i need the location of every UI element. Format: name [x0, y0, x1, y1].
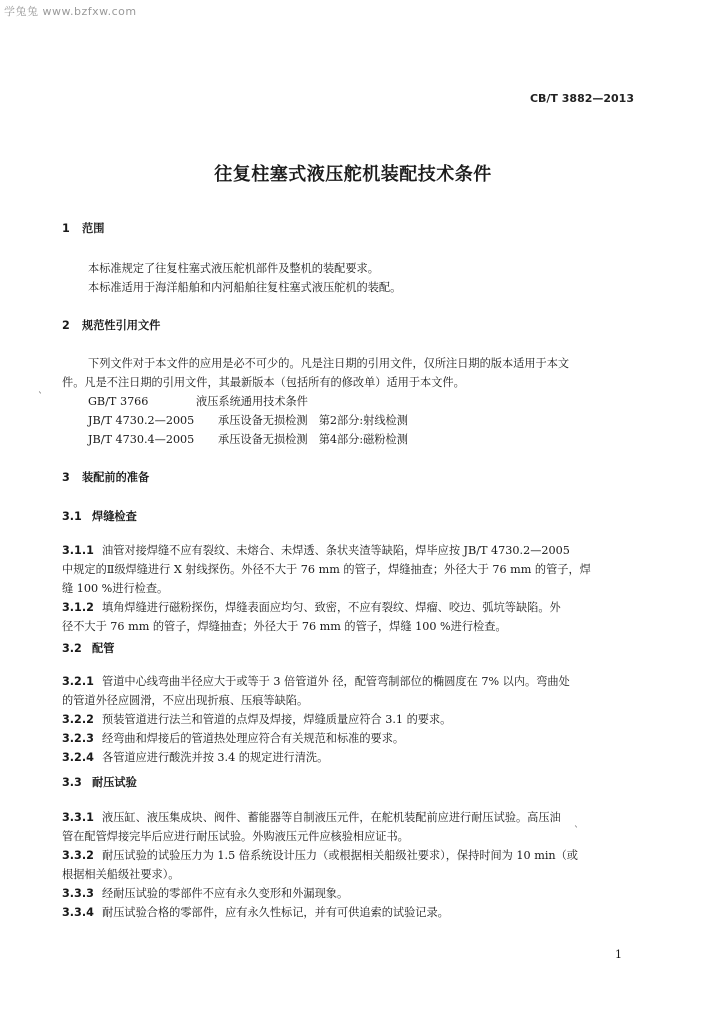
paragraph: 本标准适用于海洋船舶和内河船舶往复柱塞式液压舵机的装配。	[88, 281, 402, 294]
clause-number: 3.1.1	[62, 544, 94, 557]
clause-text: 预装管道进行法兰和管道的点焊及焊接，焊缝质量应符合 3.1 的要求。	[102, 713, 452, 726]
clause-number: 3.1.2	[62, 601, 94, 614]
clause-number: 3.3.1	[62, 811, 94, 824]
section-1-heading	[62, 222, 104, 236]
clause-number: 3.3.4	[62, 906, 94, 919]
clause-number: 3.2.4	[62, 751, 94, 764]
clause-text: 管道中心线弯曲半径应大于或等于 3 倍管道外 径，配管弯制部位的椭圆度在 7% 以内。弯曲处	[102, 675, 570, 688]
clause-continuation: 管在配管焊接完毕后应进行耐压试验。外购液压元件应核验相应证书。	[62, 830, 409, 843]
clause-text: 油管对接焊缝不应有裂纹、未熔合、未焊透、条状夹渣等缺陷，焊毕应按 JB/T 4730.2—2005	[102, 544, 570, 557]
section-2-heading	[62, 319, 160, 333]
clause-text: 经耐压试验的零部件不应有永久变形和外漏现象。	[102, 887, 349, 900]
section-title: 范围	[82, 222, 105, 235]
section-number: 3	[62, 471, 70, 484]
clause-3-2-3	[62, 732, 404, 746]
section-title: 装配前的准备	[82, 471, 150, 484]
clause-text: 耐压试验合格的零部件，应有永久性标记，并有可供追索的试验记录。	[102, 906, 449, 919]
site-watermark: 学兔兔 www.bzfxw.com	[4, 5, 137, 18]
clause-continuation: 缝 100 %进行检查。	[62, 582, 169, 595]
clause-3-3-3	[62, 887, 348, 901]
clause-3-1-1	[62, 544, 570, 558]
subsection-number: 3.2	[62, 642, 82, 655]
clause-number: 3.2.1	[62, 675, 94, 688]
reference-item	[88, 395, 308, 409]
reference-item	[88, 433, 408, 447]
reference-name: 承压设备无损检测 第4部分:磁粉检测	[218, 433, 408, 446]
clause-number: 3.2.2	[62, 713, 94, 726]
reference-name: 液压系统通用技术条件	[196, 395, 308, 408]
subsection-3-2-heading	[62, 642, 114, 656]
subsection-3-3-heading	[62, 776, 137, 790]
scan-mark: `	[574, 826, 579, 837]
clause-text: 经弯曲和焊接后的管道热处理应符合有关规范和标准的要求。	[102, 732, 405, 745]
subsection-title: 配管	[92, 642, 115, 655]
section-number: 1	[62, 222, 70, 235]
clause-3-1-2	[62, 601, 561, 615]
reference-name: 承压设备无损检测 第2部分:射线检测	[218, 414, 408, 427]
clause-number: 3.2.3	[62, 732, 94, 745]
subsection-3-1-heading	[62, 510, 137, 524]
paragraph: 本标准规定了往复柱塞式液压舵机部件及整机的装配要求。	[88, 262, 379, 275]
scan-mark: `	[38, 392, 43, 403]
section-number: 2	[62, 319, 70, 332]
paragraph-continuation: 件。凡是不注日期的引用文件，其最新版本（包括所有的修改单）适用于本文件。	[62, 376, 465, 389]
paragraph: 下列文件对于本文件的应用是必不可少的。凡是注日期的引用文件，仅所注日期的版本适用于本文	[88, 357, 570, 370]
clause-3-3-2	[62, 849, 578, 863]
clause-text: 填角焊缝进行磁粉探伤，焊缝表面应均匀、致密，不应有裂纹、焊瘤、咬边、弧坑等缺陷。外	[102, 601, 561, 614]
clause-text: 耐压试验的试验压力为 1.5 倍系统设计压力（或根据相关船级社要求），保持时间为 10 min（或	[102, 849, 578, 862]
clause-continuation: 的管道外径应圆滑，不应出现折痕、压痕等缺陷。	[62, 694, 309, 707]
reference-code: JB/T 4730.4—2005	[88, 433, 195, 446]
subsection-number: 3.1	[62, 510, 82, 523]
clause-3-2-4	[62, 751, 328, 765]
clause-continuation: 根据相关船级社要求）。	[62, 868, 180, 881]
section-title: 规范性引用文件	[82, 319, 161, 332]
standard-code: CB/T 3882—2013	[529, 92, 634, 105]
reference-item	[88, 414, 408, 428]
clause-continuation: 中规定的Ⅱ级焊缝进行 X 射线探伤。外径不大于 76 mm 的管子，焊缝抽查；外径大于 76 mm 的管子，焊	[62, 563, 591, 576]
subsection-number: 3.3	[62, 776, 82, 789]
reference-code: GB/T 3766	[88, 395, 149, 408]
clause-number: 3.3.3	[62, 887, 94, 900]
page-number: 1	[615, 948, 622, 961]
subsection-title: 焊缝检查	[92, 510, 137, 523]
reference-code: JB/T 4730.2—2005	[88, 414, 195, 427]
subsection-title: 耐压试验	[92, 776, 137, 789]
clause-3-3-1	[62, 811, 561, 825]
clause-3-2-1	[62, 675, 570, 689]
clause-3-3-4	[62, 906, 449, 920]
document-title: 往复柱塞式液压舵机装配技术条件	[214, 164, 492, 185]
clause-continuation: 径不大于 76 mm 的管子，焊缝抽查；外径大于 76 mm 的管子，焊缝 100 %进行检查。	[62, 620, 507, 633]
clause-3-2-2	[62, 713, 451, 727]
section-3-heading	[62, 471, 149, 485]
clause-number: 3.3.2	[62, 849, 94, 862]
clause-text: 液压缸、液压集成块、阀件、蓄能器等自制液压元件，在舵机装配前应进行耐压试验。高压油	[102, 811, 561, 824]
clause-text: 各管道应进行酸洗并按 3.4 的规定进行清洗。	[102, 751, 329, 764]
